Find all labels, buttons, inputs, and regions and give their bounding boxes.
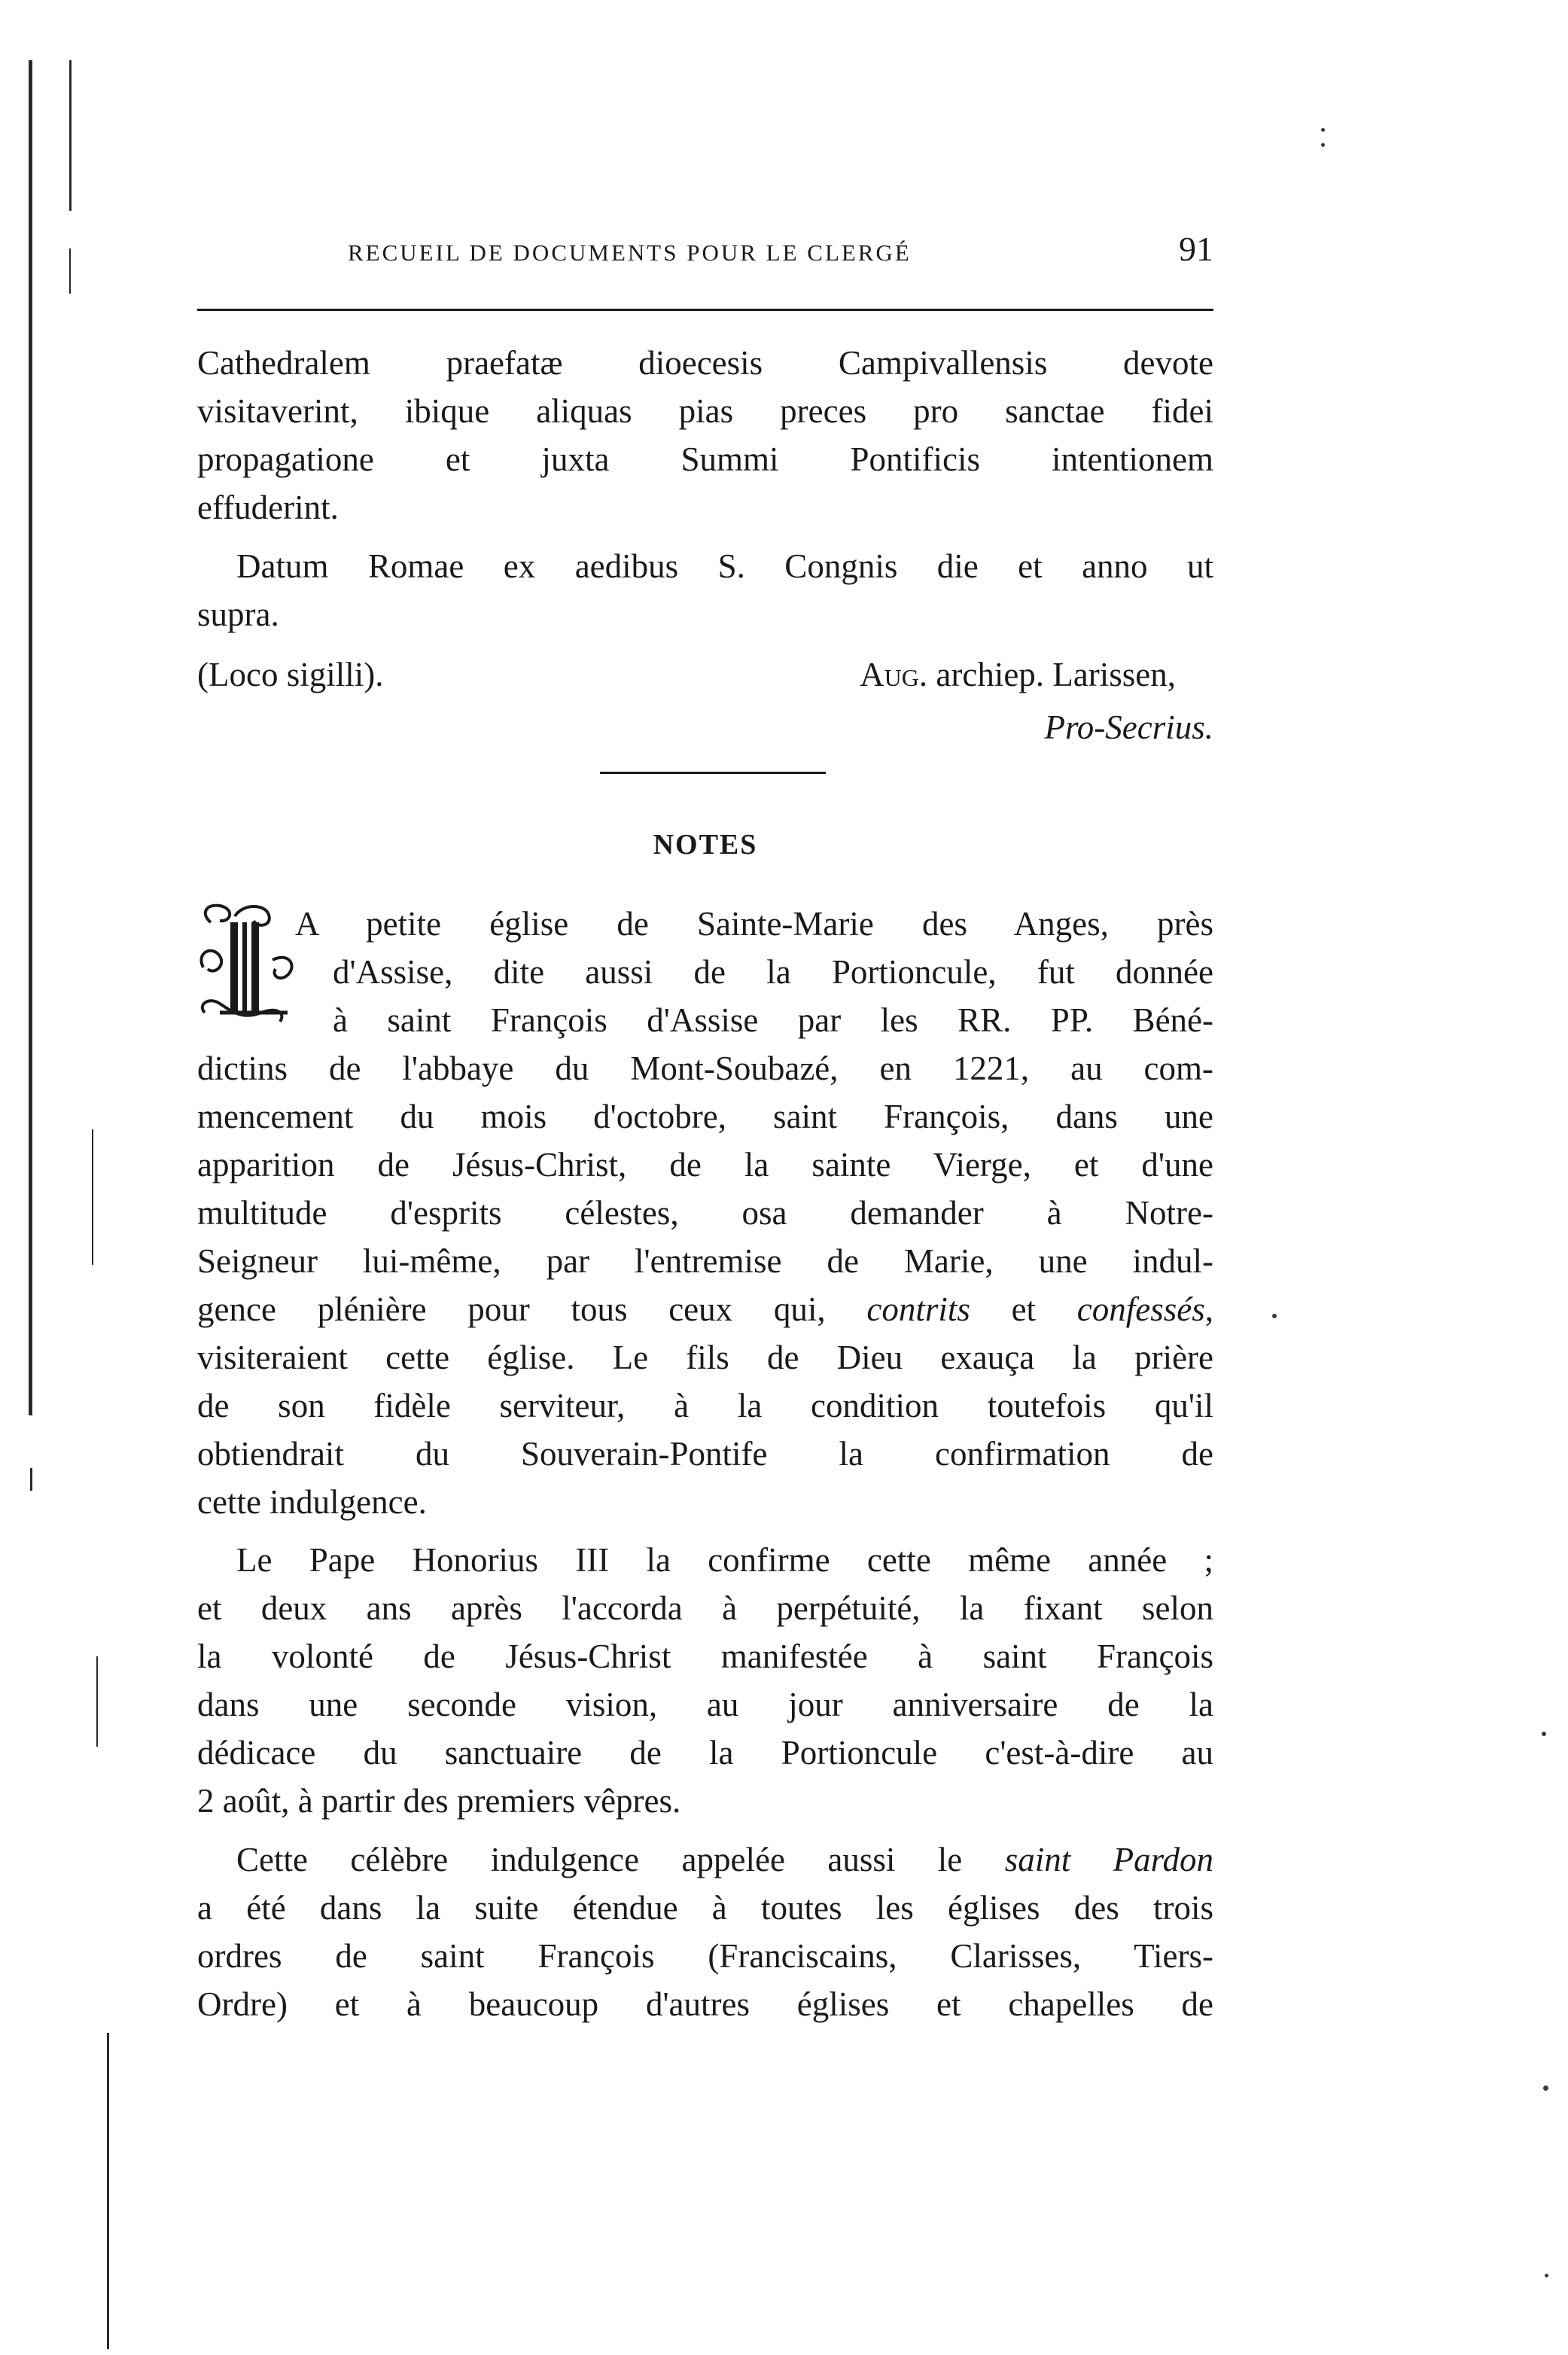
text-run: gence plénière pour tous ceux qui, <box>197 1290 867 1328</box>
running-header <box>197 218 1213 279</box>
text-line: Datum Romae ex aedibus S. Congnis die et anno ut <box>236 547 1213 585</box>
text-run: Cette célèbre indulgence appelée aussi le <box>236 1841 1005 1878</box>
text-line: obtiendrait du Souverain-Pontife la confirmation de <box>197 1435 1213 1473</box>
text-line: Ordre) et à beaucoup d'autres églises et chapelles de <box>197 1985 1213 2023</box>
text-line: dictins de l'abbaye du Mont-Soubazé, en 1221, au com- <box>197 1050 1213 1087</box>
running-title: RECUEIL DE DOCUMENTS POUR LE CLERGÉ <box>348 239 912 266</box>
text-line: apparition de Jésus-Christ, de la sainte Vierge, et d'une <box>197 1146 1213 1184</box>
scan-speck <box>1321 143 1325 147</box>
signatory-name: Aug. <box>860 656 928 693</box>
text-line: à saint François d'Assise par les RR. PP. Béné- <box>333 1001 1213 1039</box>
text-line: la volonté de Jésus-Christ manifestée à saint François <box>197 1638 1213 1675</box>
signatory <box>860 655 1176 694</box>
notes-paragraph-3 <box>197 1836 1213 2028</box>
book-page <box>197 218 1213 2023</box>
notes-paragraph-1 <box>197 900 1213 1526</box>
decree-paragraph <box>197 339 1213 532</box>
text-line: 2 août, à partir des premiers vêpres. <box>197 1782 681 1820</box>
text-line: d'Assise, dite aussi de la Portioncule, fut donnée <box>333 953 1213 991</box>
section-divider <box>600 772 826 774</box>
text-run: et <box>970 1290 1077 1328</box>
text-line: visiteraient cette église. Le fils de Dieu exauça la prière <box>197 1339 1213 1376</box>
scan-edge-line <box>29 60 32 1415</box>
text-line: dans une seconde vision, au jour anniversaire de la <box>197 1686 1213 1723</box>
text-line: Cathedralem praefatæ dioecesis Campivallensis devote <box>197 344 1213 382</box>
signatory-office: archiep. Larissen, <box>927 656 1176 693</box>
scan-edge-line <box>92 1129 93 1265</box>
scan-edge-line <box>30 1468 32 1491</box>
text-run: , <box>1204 1290 1213 1328</box>
text-line: et deux ans après l'accorda à perpétuité, la fixant selon <box>197 1589 1213 1627</box>
text-line: dédicace du sanctuaire de la Portioncule c'est-à-dire au <box>197 1734 1213 1772</box>
text-line: propagatione et juxta Summi Pontificis intentionem <box>197 440 1213 478</box>
text-line: visitaverint, ibique aliquas pias preces pro sanctae fidei <box>197 392 1213 430</box>
scan-speck <box>1321 128 1325 132</box>
scan-edge-line <box>69 248 71 294</box>
scan-edge-line <box>107 2033 109 2349</box>
text-line: effuderint. <box>197 489 339 526</box>
text-line: a été dans la suite étendue à toutes les églises des trois <box>197 1889 1213 1927</box>
text-line: supra. <box>197 596 279 633</box>
text-line <box>197 1285 1213 1333</box>
scan-edge-line <box>69 60 72 211</box>
scan-speck <box>1542 1732 1546 1736</box>
signatory-title: Pro-Secrius. <box>1044 708 1213 746</box>
text-line: Seigneur lui-même, par l'entremise de Marie, une indul- <box>197 1242 1213 1280</box>
scan-edge-line <box>96 1656 98 1747</box>
emphasis-text: contrits <box>866 1290 970 1328</box>
emphasis-text: saint Pardon <box>1004 1841 1213 1878</box>
page-number: 91 <box>1179 230 1213 268</box>
header-rule <box>197 309 1213 311</box>
scan-speck <box>1543 2085 1548 2091</box>
text-line: multitude d'esprits célestes, osa demander à Notre- <box>197 1194 1213 1232</box>
scan-speck <box>1272 1314 1277 1318</box>
text-line: A petite église de Sainte-Marie des Anges, près <box>295 905 1213 943</box>
text-line: mencement du mois d'octobre, saint François, dans une <box>197 1098 1213 1135</box>
text-line: de son fidèle serviteur, à la condition toutefois qu'il <box>197 1387 1213 1424</box>
scan-speck <box>1545 2274 1548 2277</box>
notes-heading: NOTES <box>653 829 758 861</box>
datum-paragraph <box>197 542 1213 638</box>
text-line: ordres de saint François (Franciscains, Clarisses, Tiers- <box>197 1937 1213 1975</box>
text-line: Le Pape Honorius III la confirme cette même année ; <box>236 1541 1213 1579</box>
emphasis-text: confessés <box>1076 1290 1205 1328</box>
text-line <box>197 1836 1213 1884</box>
notes-paragraph-2 <box>197 1536 1213 1825</box>
seal-text: (Loco sigilli). <box>197 656 384 693</box>
text-line: cette indulgence. <box>197 1483 427 1521</box>
